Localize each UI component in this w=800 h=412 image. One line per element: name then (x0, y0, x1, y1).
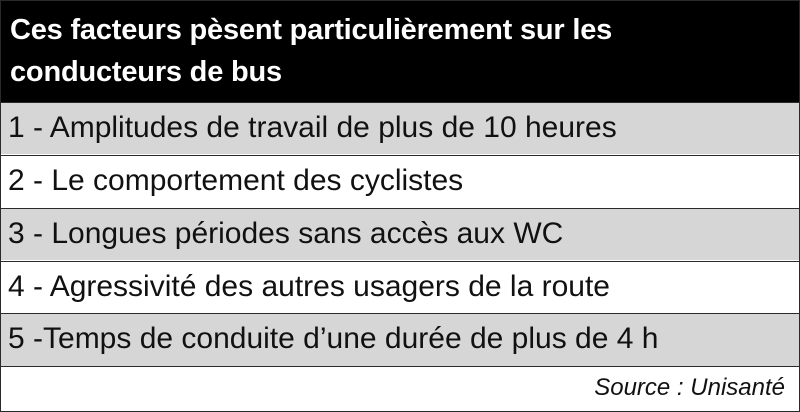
source-text: Source : Unisanté (594, 374, 785, 401)
table-header (1, 1, 799, 102)
row-text: 3 - Longues périodes sans accès aux WC (8, 217, 564, 250)
row-text: 1 - Amplitudes de travail de plus de 10 heures (8, 111, 617, 144)
table-row (1, 102, 799, 154)
table-row (1, 313, 799, 366)
header-title-line-2: conducteurs de bus (10, 56, 282, 88)
header-title-line-1: Ces facteurs pèsent particulièrement sur les (10, 14, 613, 46)
table-row (1, 261, 799, 313)
source-note (1, 366, 799, 411)
table-row (1, 155, 799, 207)
row-text: 2 - Le comportement des cyclistes (8, 164, 464, 197)
row-text: 5 -Temps de conduite d’une durée de plus de 4 h (8, 322, 659, 355)
table-row (1, 208, 799, 260)
row-text: 4 - Agressivité des autres usagers de la route (8, 270, 610, 303)
